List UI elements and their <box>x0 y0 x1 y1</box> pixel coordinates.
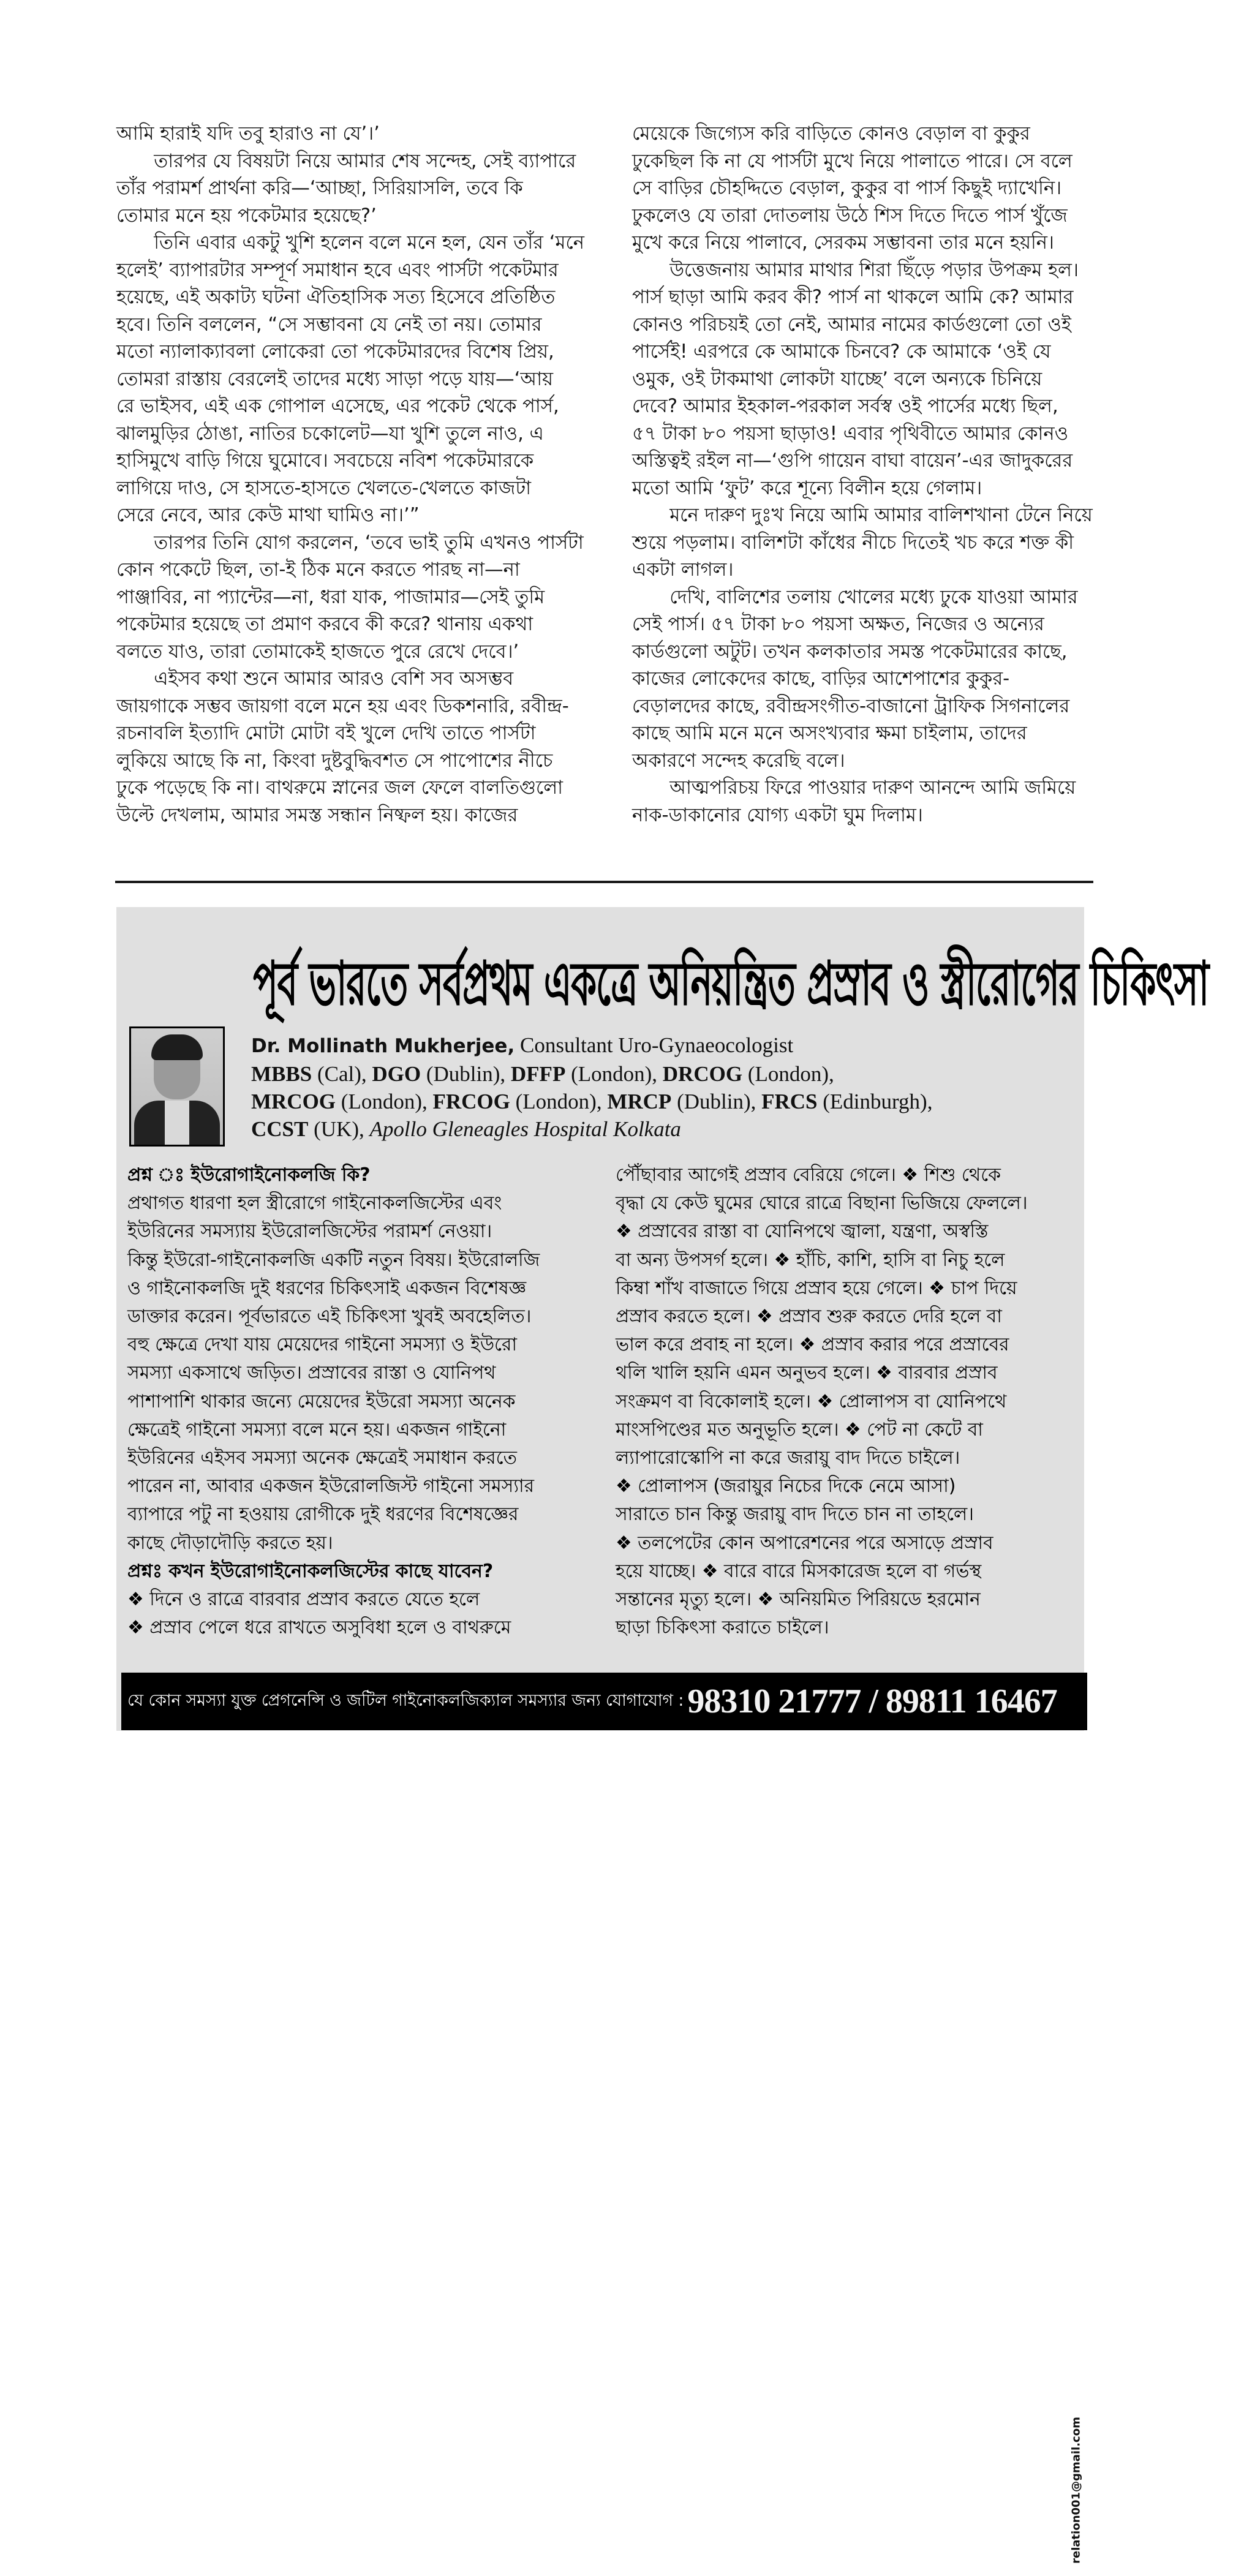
ad-text-line: সমস্যা একসাথে জড়িত। প্রস্রাবের রাস্তা ও যোনিপথ <box>127 1362 496 1384</box>
ad-text-line: কিম্বা শাঁখ বাজাতে গিয়ে প্রস্রাব হয়ে গেলে। ❖ চাপ দিয়ে <box>616 1277 1017 1299</box>
doctor-name: Dr. Mollinath Mukherjee, <box>251 1035 515 1057</box>
story-line: উল্টে দেখলাম, আমার সমস্ত সন্ধান নিষ্ফল হয়। কাজের <box>116 804 518 826</box>
story-line: একটা লাগল। <box>632 559 734 581</box>
ad-column-right <box>616 1161 1066 1642</box>
doctor-title: Consultant Uro-Gynaeocologist <box>519 1033 794 1057</box>
ad-text-line: থলি খালি হয়নি এমন অনুভব হলে। ❖ বারবার প্রস্রাব <box>616 1362 998 1384</box>
story-line: আত্মপরিচয় ফিরে পাওয়ার দারুণ আনন্দে আমি জমিয়ে <box>669 777 1076 799</box>
doctor-info <box>251 1031 932 1143</box>
ad-question-heading: প্রশ্নঃ কখন ইউরোগাইনোকলজিস্টের কাছে যাবেন? <box>127 1560 494 1582</box>
degree: MBBS <box>251 1062 312 1086</box>
degree: MRCP <box>607 1090 672 1113</box>
degree: FRCS <box>761 1090 818 1113</box>
ad-text-line: বহু ক্ষেত্রে দেখা যায় মেয়েদের গাইনো সমস্যা ও ইউরো <box>127 1334 518 1356</box>
story-line: তাঁর পরামর্শ প্রার্থনা করি—‘আচ্ছা, সিরিয়াসলি, তবে কি <box>116 177 523 199</box>
degree-institution: (London), <box>571 1062 663 1086</box>
story-line: হাসিমুখে বাড়ি গিয়ে ঘুমোবে। সবচেয়ে নবিশ পকেটমারকে <box>116 450 534 472</box>
story-line: অকারণে সন্দেহ করেছি বলে। <box>632 749 845 772</box>
story-line: নাক-ডাকানোর যোগ্য একটা ঘুম দিলাম। <box>632 804 923 826</box>
degree-institution: (London), <box>747 1062 834 1086</box>
story-line: তোমার মনে হয় পকেটমার হয়েছে?’ <box>116 204 377 227</box>
degree: DGO <box>372 1062 421 1086</box>
doctor-photo <box>129 1026 225 1147</box>
advertisement <box>116 907 1208 2564</box>
story-line: লুকিয়ে আছে কি না, কিংবা দুষ্টবুদ্ধিবশত সে পাপোশের নীচে <box>116 749 553 772</box>
story-line: সে বাড়ির চৌহদ্দিতে বেড়াল, কুকুর বা পার্স কিছুই দ্যাখেনি। <box>632 177 1062 199</box>
ad-text-line: ❖ প্রস্রাব পেলে ধরে রাখতে অসুবিধা হলে ও বাথরুমে <box>127 1617 511 1639</box>
story-line: জায়গাকে সম্ভব জায়গা বলে মনে হয় এবং ডিকশনারি, রবীন্দ্র- <box>116 695 569 717</box>
ad-text-line: ও গাইনোকলজি দুই ধরণের চিকিৎসাই একজন বিশেষজ্ঞ <box>127 1277 527 1299</box>
story-line: এইসব কথা শুনে আমার আরও বেশি সব অসম্ভব <box>154 668 514 690</box>
ad-text-line: প্রস্রাব করতে হলে। ❖ প্রস্রাব শুরু করতে দেরি হলে বা <box>616 1306 1002 1328</box>
story-line: হয়েছে, এই অকাট্য ঘটনা ঐতিহাসিক সত্য হিসেবে প্রতিষ্ঠিত <box>116 286 556 308</box>
qualification-line <box>251 1115 932 1143</box>
contact-phone-numbers[interactable]: 98310 21777 / 89811 16467 <box>687 1682 1057 1720</box>
ad-text-line: ব্যাপারে পটু না হওয়ায় রোগীকে দুই ধরণের বিশেষজ্ঞের <box>127 1504 519 1526</box>
ad-text-line: বৃদ্ধা যে কেউ ঘুমের ঘোরে রাত্রে বিছানা ভিজিয়ে ফেললে। <box>616 1192 1028 1215</box>
email-address: relation001@gmail.com <box>1069 2417 1083 2564</box>
ad-text-line: ইউরিনের সমস্যায় ইউরোলজিস্টের পরামর্শ নেওয়া। <box>127 1221 492 1243</box>
ad-text-line: হয়ে যাচ্ছে। ❖ বারে বারে মিসকারেজ হলে বা গর্ভস্থ <box>616 1560 982 1582</box>
degree: DFFP <box>510 1062 566 1086</box>
ad-text-line: ছাড়া চিকিৎসা করাতে চাইলে। <box>616 1617 829 1639</box>
ad-text-line: মাংসপিণ্ডের মত অনুভূতি হলে। ❖ পেট না কেটে বা <box>616 1418 983 1441</box>
ad-text-line: ❖ প্রস্রাবের রাস্তা বা যোনিপথে জ্বালা, যন্ত্রণা, অস্বস্তি <box>616 1221 989 1243</box>
qualification-line <box>251 1060 932 1088</box>
story-line: হবে। তিনি বললেন, “সে সম্ভাবনা যে নেই তা নয়। তোমার <box>116 313 542 336</box>
story-line: তোমরা রাস্তায় বেরলেই তাদের মধ্যে সাড়া পড়ে যায়—‘আয় <box>116 367 554 390</box>
section-divider <box>115 881 1093 883</box>
degree: MRCOG <box>251 1090 336 1113</box>
degree: CCST <box>251 1117 309 1141</box>
ad-text-line: সারাতে চান কিন্তু জরায়ু বাদ দিতে চান না তাহলে। <box>616 1504 974 1526</box>
ad-text-line: ক্ষেত্রেই গাইনো সমস্যা বলে মনে হয়। একজন গাইনো <box>127 1418 507 1441</box>
ad-headline: পূর্ব ভারতে সর্বপ্রথম একত্রে অনিয়ন্ত্রিত প্রস্রাব ও স্ত্রীরোগের চিকিৎসা <box>253 948 1208 1019</box>
story-line: কাজের লোকেদের কাছে, বাড়ির আশেপাশের কুকুর- <box>632 668 1010 690</box>
story-line: দেবে? আমার ইহকাল-পরকাল সর্বস্ব ওই পার্সের মধ্যে ছিল, <box>632 395 1058 417</box>
ad-text-line: ল্যাপারোস্কোপি না করে জরায়ু বাদ দিতে চাইলে। <box>616 1447 960 1469</box>
story-line: বলতে যাও, তারা তোমাকেই হাজতে পুরে রেখে দেবে।’ <box>116 640 519 663</box>
ad-text-line: পৌঁছাবার আগেই প্রস্রাব বেরিয়ে গেলে। ❖ শিশু থেকে <box>616 1164 1001 1186</box>
story-line: মেয়েকে জিগ্যেস করি বাড়িতে কোনও বেড়াল বা কুকুর <box>632 122 1030 145</box>
degree-institution: (Edinburgh), <box>823 1090 933 1113</box>
ad-text-line: সংক্রমণ বা বিকোলাই হলে। ❖ প্রোলাপস বা যোনিপথে <box>616 1390 1007 1412</box>
hospital-name: Apollo Gleneagles Hospital Kolkata <box>369 1117 681 1141</box>
ad-text-line: পারেন না, আবার একজন ইউরোলজিস্ট গাইনো সমস্যার <box>127 1475 535 1497</box>
degree-institution: (Dublin), <box>677 1090 762 1113</box>
story-line: ওমুক, ওই টাকমাথা লোকটা যাচ্ছে’ বলে অন্যকে চিনিয়ে <box>632 367 1042 390</box>
ad-text-line: পাশাপাশি থাকার জন্যে মেয়েদের ইউরো সমস্যা অনেক <box>127 1390 516 1412</box>
story-line: ঢুকেছিল কি না যে পার্সটা মুখে নিয়ে পালাতে পারে। সে বলে <box>632 149 1072 172</box>
story-line: কার্ডগুলো অটুট। তখন কলকাতার সমস্ত পকেটমারের কাছে, <box>632 640 1068 663</box>
ad-text-line: ভাল করে প্রবাহ না হলে। ❖ প্রস্রাব করার পরে প্রস্রাবের <box>616 1334 1009 1356</box>
ad-text-line: ইউরিনের এইসব সমস্যা অনেক ক্ষেত্রেই সমাধান করতে <box>127 1447 517 1469</box>
ad-text-line: প্রথাগত ধারণা হল স্ত্রীরোগে গাইনোকলজিস্টের এবং <box>127 1192 502 1215</box>
doctor-qualifications <box>251 1060 932 1143</box>
degree-institution: (London), <box>341 1090 433 1113</box>
story-line: রে ভাইসব, এই এক গোপাল এসেছে, এর পকেট থেকে পার্স, <box>116 395 559 417</box>
story-line: অস্তিত্বই রইল না—‘গুপি গায়েন বাঘা বায়েন’-এর জাদুকরের <box>632 450 1073 472</box>
story-line: পকেটমার হয়েছে তা প্রমাণ করবে কী করে? থানায় একথা <box>116 613 533 635</box>
contact-bar <box>121 1673 1087 1730</box>
story-line: মতো আমি ‘ফুট’ করে শূন্যে বিলীন হয়ে গেলাম। <box>632 476 982 499</box>
story-column-right <box>632 120 1104 829</box>
story-line: পার্সেই! এরপরে কে আমাকে চিনবে? কে আমাকে ‘ওই যে <box>632 341 1051 363</box>
ad-text-line: ডাক্তার করেন। পূর্বভারতে এই চিকিৎসা খুবই অবহেলিত। <box>127 1306 532 1328</box>
ad-question-heading: প্রশ্ন ঃ ইউরোগাইনোকলজি কি? <box>127 1164 371 1186</box>
degree-institution: (London), <box>515 1090 608 1113</box>
qualification-line <box>251 1088 932 1115</box>
ad-text-line: ❖ তলপেটের কোন অপারেশনের পরে অসাড়ে প্রস্রাব <box>616 1532 993 1554</box>
story-line: তিনি এবার একটু খুশি হলেন বলে মনে হল, যেন তাঁর ‘মনে <box>154 232 585 254</box>
degree: FRCOG <box>432 1090 510 1113</box>
ad-text-line: কিন্তু ইউরো-গাইনোকলজি একটি নতুন বিষয়। ইউরোলজি <box>127 1249 540 1271</box>
story-line: পাঞ্জাবির, না প্যান্টের—না, ধরা যাক, পাজামার—সেই তুমি <box>116 586 545 608</box>
doctor-name-line <box>251 1031 932 1060</box>
story-line: কোন পকেটে ছিল, তা-ই ঠিক মনে করতে পারছ না—না <box>116 559 520 581</box>
story-line: কাছে আমি মনে মনে অসংখ্যবার ক্ষমা চাইলাম, তাদের <box>632 722 1027 744</box>
photo-hair <box>151 1034 203 1060</box>
ad-text-line: ❖ দিনে ও রাত্রে বারবার প্রস্রাব করতে যেতে হলে <box>127 1589 480 1611</box>
email-vertical <box>1064 2405 1088 2576</box>
story-line: পার্স ছাড়া আমি করব কী? পার্স না থাকলে আমি কে? আমার <box>632 286 1074 308</box>
story-line: ৫৭ টাকা ৮০ পয়সা ছাড়াও! এবার পৃথিবীতে আমার কোনও <box>632 422 1069 445</box>
story-line: ঢুকলেও যে তারা দোতলায় উঠে শিস দিতে দিতে পার্স খুঁজে <box>632 204 1068 227</box>
story-line: কোনও পরিচয়ই তো নেই, আমার নামের কার্ডগুলো তো ওই <box>632 313 1071 336</box>
ad-column-left <box>127 1161 599 1642</box>
ad-text-line: ❖ প্রোলাপস (জরায়ুর নিচের দিকে নেমে আসা) <box>616 1475 956 1497</box>
ad-text-line: সন্তানের মৃত্যু হলে। ❖ অনিয়মিত পিরিয়ডে হরমোন <box>616 1589 981 1611</box>
ad-text-line: কাছে দৌড়াদৌড়ি করতে হয়। <box>127 1532 333 1554</box>
story-line: ঝালমুড়ির ঠোঙা, নাতির চকোলেট—যা খুশি তুলে নাও, এ <box>116 422 544 445</box>
story-line: ঢুকে পড়েছে কি না। বাথরুমে স্নানের জল ফেলে বালতিগুলো <box>116 777 564 799</box>
story-line: হলেই’ ব্যাপারটার সম্পূর্ণ সমাধান হবে এবং পার্সটা পকেটমার <box>116 258 559 281</box>
story-line: সেই পার্স। ৫৭ টাকা ৮০ পয়সা অক্ষত, নিজের ও অন্যের <box>632 613 1044 635</box>
story-line: তারপর তিনি যোগ করলেন, ‘তবে ভাই তুমি এখনও পার্সটা <box>154 531 584 554</box>
story-line: সেরে নেবে, আর কেউ মাথা ঘামিও না।’” <box>116 504 420 526</box>
story-line: বেড়ালদের কাছে, রবীন্দ্রসংগীত-বাজানো ট্রাফিক সিগনালের <box>632 695 1070 717</box>
degree-institution: (Dublin), <box>426 1062 511 1086</box>
degree-institution: (UK), <box>314 1117 370 1141</box>
story-line: রচনাবলি ইত্যাদি মোটা মোটা বই খুলে দেখি তাতে পার্সটা <box>116 722 536 744</box>
story-line: উত্তেজনায় আমার মাথার শিরা ছিঁড়ে পড়ার উপক্রম হল। <box>669 258 1079 281</box>
story-line: শুয়ে পড়লাম। বালিশটা কাঁধের নীচে দিতেই খচ করে শক্ত কী <box>632 531 1074 554</box>
story-line: আমি হারাই যদি তবু হারাও না যে’।’ <box>116 122 380 145</box>
story-line: মতো ন্যালাক্যাবলা লোকেরা তো পকেটমারদের বিশেষ প্রিয়, <box>116 341 554 363</box>
degree-institution: (Cal), <box>317 1062 372 1086</box>
story-line: তারপর যে বিষয়টা নিয়ে আমার শেষ সন্দেহ, সেই ব্যাপারে <box>154 149 576 172</box>
ad-text-line: বা অন্য উপসর্গ হলে। ❖ হাঁচি, কাশি, হাসি বা নিচু হলে <box>616 1249 1005 1271</box>
photo-shirt <box>165 1101 189 1147</box>
story-line: লাগিয়ে দাও, সে হাসতে-হাসতে খেলতে-খেলতে কাজটা <box>116 476 532 499</box>
story-column-left <box>116 120 619 829</box>
story-line: মনে দারুণ দুঃখ নিয়ে আমি আমার বালিশখানা টেনে নিয়ে <box>669 504 1093 526</box>
contact-label: যে কোন সমস্যা যুক্ত প্রেগনেন্সি ও জটিল গাইনোকলজিক্যাল সমস্যার জন্য যোগাযোগ : <box>127 1690 684 1710</box>
degree: DRCOG <box>662 1062 743 1086</box>
story-line: দেখি, বালিশের তলায় খোলের মধ্যে ঢুকে যাওয়া আমার <box>669 586 1078 608</box>
story-line: মুখে করে নিয়ে পালাবে, সেরকম সম্ভাবনা তার মনে হয়নি। <box>632 232 1054 254</box>
